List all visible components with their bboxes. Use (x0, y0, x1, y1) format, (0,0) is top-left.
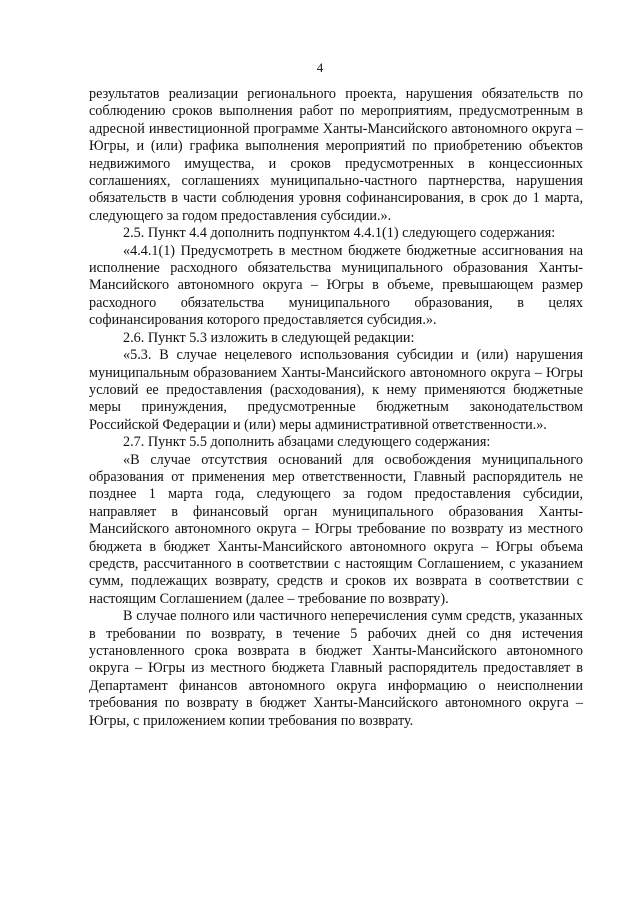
page-number: 4 (316, 60, 324, 75)
paragraph-item-2-7: 2.7. Пункт 5.5 дополнить абзацами следующего содержания: (123, 434, 491, 451)
paragraph-item-2-5: 2.5. Пункт 4.4 дополнить подпунктом 4.4.1(1) следующего содержания: (123, 225, 556, 242)
paragraph-refund-requirement: «В случае отсутствия оснований для освобождения муниципального образования от применения мер ответственности, Главный распорядитель не позднее 1 марта года, следующего за годом предоставления субсидии, направляет в финансовый орган муниципального образования Ханты-Мансийского автономного округа – Югры требование по возврату из местного бюджета в бюджет Ханты-Мансийского автономного округа – Югры объема средств, рассчитанного в соответствии с настоящим Соглашением, с указанием сумм, подлежащих возврату, средств и сроков их возврата в соответствии с настоящим Соглашением (далее – требование по возврату). (89, 451, 583, 607)
paragraph-non-transfer: В случае полного или частичного неперечисления сумм средств, указанных в требовании по возврату, в течение 5 рабочих дней со дня истечения установленного срока возврата в бюджет Ханты-Мансийского автономного округа – Югры из местного бюджета Главный распорядитель предоставляет в Департамент финансов автономного округа информацию о неисполнении требования по возврату в бюджет Ханты-Мансийского автономного округа – Югры, с приложением копии требования по возврату. (89, 608, 583, 729)
paragraph-item-2-6: 2.6. Пункт 5.3 изложить в следующей редакции: (123, 329, 415, 346)
paragraph-subitem-5-3: «5.3. В случае нецелевого использования субсидии и (или) нарушения муниципальным образованием Ханты-Мансийского автономного округа – Югры условий ее предоставления (расходования), к нему применяются бюджетные меры принуждения, предусмотренные бюджетным законодательством Российской Федерации и (или) меры административной ответственности.». (89, 347, 583, 433)
document-body (89, 86, 583, 730)
paragraph-continuation: результатов реализации регионального проекта, нарушения обязательств по соблюдению сроков выполнения работ по мероприятиям, предусмотренным в адресной инвестиционной программе Ханты-Мансийского автономного округа – Югры, и (или) графика выполнения мероприятий по приобретению объектов недвижимого имущества, и сроков предусмотренных в концессионных соглашениях, соглашениях муниципально-частного партнерства, нарушения обязательств в части соблюдения уровня софинансирования, в срок до 1 марта, следующего за годом предоставления субсидии.». (89, 86, 583, 224)
paragraph-subitem-4-4-1: «4.4.1(1) Предусмотреть в местном бюджете бюджетные ассигнования на исполнение расходного обязательства муниципального образования Ханты-Мансийского автономного округа – Югры в объеме, превышающем размер расходного обязательства муниципального образования, в целях софинансирования которого предоставляется субсидия.». (89, 242, 583, 329)
